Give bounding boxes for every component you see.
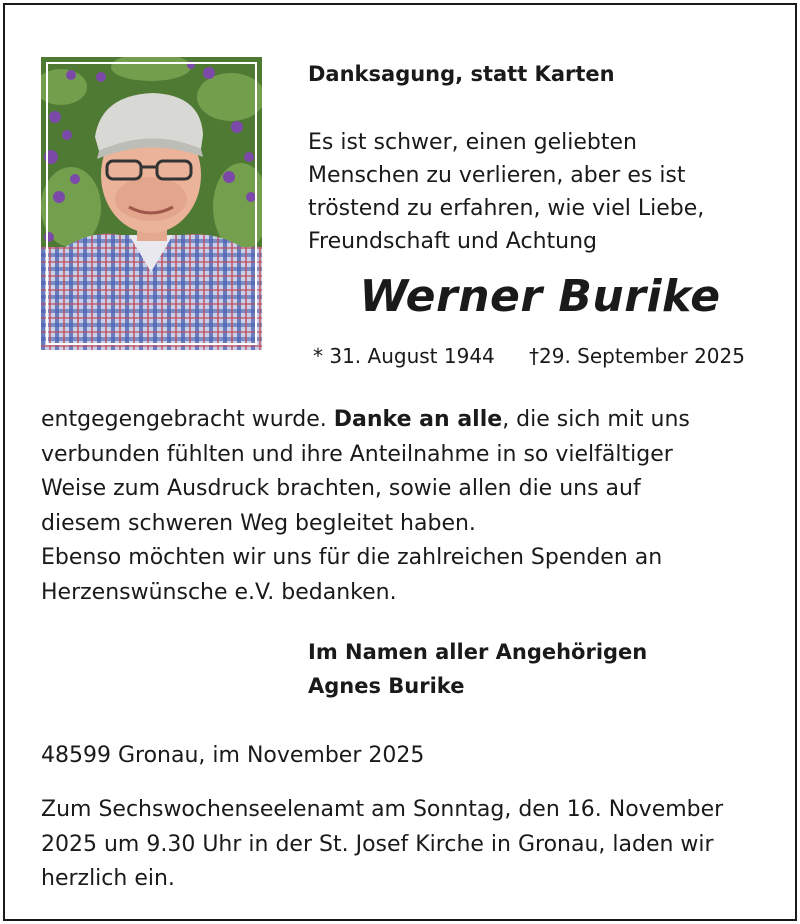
- portrait-photo: [41, 57, 262, 350]
- service-text: [41, 793, 781, 897]
- place-date: 48599 Gronau, im November 2025: [41, 743, 425, 768]
- obituary-card: [3, 3, 797, 921]
- thanks-line: Weise zum Ausdruck brachten, sowie allen die uns auf: [41, 476, 641, 501]
- deceased-name: Werner Burike: [359, 271, 721, 322]
- thanks-line-end: , die sich mit uns: [502, 407, 690, 432]
- service-line: Zum Sechswochenseelenamt am Sonntag, den 16. November: [41, 797, 724, 822]
- thanks-line: diesem schweren Weg begleitet haben.: [41, 510, 476, 536]
- portrait-image: [41, 57, 262, 350]
- intro-line: Freundschaft und Achtung: [308, 229, 597, 254]
- signature-line: Agnes Burike: [308, 674, 465, 698]
- intro-text: [308, 126, 778, 258]
- thanks-text: [41, 403, 781, 610]
- thanks-emphasis: Danke an alle: [333, 407, 503, 432]
- intro-line: Menschen zu verlieren, aber es ist: [308, 163, 686, 188]
- thanks-line: [41, 403, 781, 438]
- thanks-line-start: entgegengebracht wurde.: [41, 407, 334, 432]
- death-date: †29. September 2025: [529, 344, 745, 368]
- thanks-line: verbunden fühlten und ihre Anteilnahme in so vielfältiger: [41, 441, 673, 467]
- thanks-line: Herzenswünsche e.V. bedanken.: [41, 579, 397, 605]
- signature-line: Im Namen aller Angehörigen: [308, 640, 648, 664]
- thanks-line: Ebenso möchten wir uns für die zahlreichen Spenden an: [41, 545, 663, 570]
- notice-heading: Danksagung, statt Karten: [308, 62, 615, 86]
- service-line: herzlich ein.: [41, 866, 175, 891]
- birth-date: * 31. August 1944: [313, 344, 495, 368]
- service-line: 2025 um 9.30 Uhr in der St. Josef Kirche in Gronau, laden wir: [41, 831, 714, 857]
- intro-line: tröstend zu erfahren, wie viel Liebe,: [308, 196, 705, 221]
- signature: [308, 635, 647, 703]
- intro-line: Es ist schwer, einen geliebten: [308, 130, 638, 155]
